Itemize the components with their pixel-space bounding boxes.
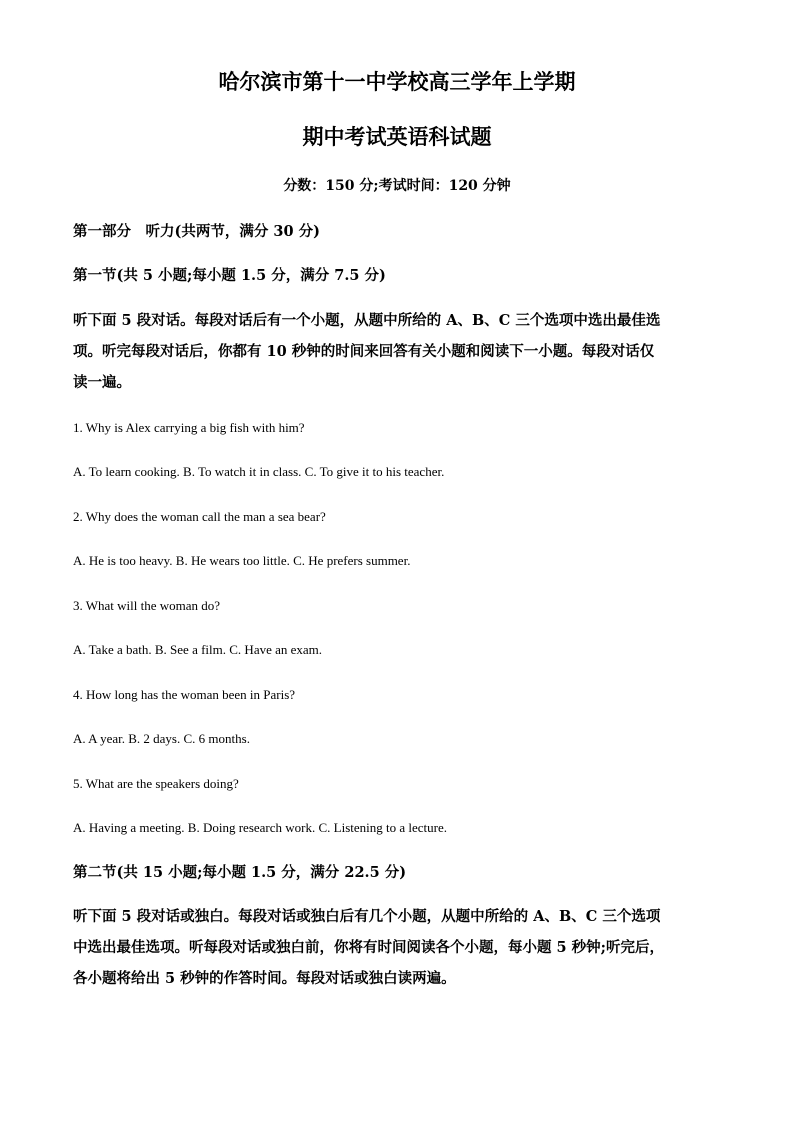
question-4-options: A. A year. B. 2 days. C. 6 months. bbox=[73, 731, 250, 746]
question-3: 3. What will the woman do? bbox=[73, 598, 221, 613]
instruction-line: 项。听完每段对话后，你都有 10 秒钟的时间来回答有关小题和阅读下一小题。每段对话仅 bbox=[73, 343, 655, 360]
instruction-line: 读一遍。 bbox=[73, 374, 131, 391]
instruction-line: 听下面 5 段对话或独白。每段对话或独白后有几个小题，从题中所给的 A、B、C 三个选项 bbox=[73, 908, 661, 925]
question-2: 2. Why does the woman call the man a sea bear? bbox=[73, 509, 326, 524]
section2-instructions bbox=[73, 906, 723, 999]
instruction-line: 中选出最佳选项。听每段对话或独白前，你将有时间阅读各个小题，每小题 5 秒钟;听完后， bbox=[73, 939, 665, 956]
question-2-options: A. He is too heavy. B. He wears too little. C. He prefers summer. bbox=[73, 553, 411, 568]
section1-instructions bbox=[73, 310, 723, 403]
question-1-options: A. To learn cooking. B. To watch it in class. C. To give it to his teacher. bbox=[73, 464, 445, 479]
question-5: 5. What are the speakers doing? bbox=[73, 776, 239, 791]
exam-title-line2: 期中考试英语科试题 bbox=[302, 124, 492, 149]
instruction-line: 各小题将给出 5 秒钟的作答时间。每段对话或独白读两遍。 bbox=[73, 970, 456, 987]
section1-heading: 第一节(共 5 小题;每小题 1.5 分，满分 7.5 分) bbox=[73, 267, 386, 284]
exam-title-line1: 哈尔滨市第十一中学校高三学年上学期 bbox=[218, 69, 576, 94]
score-time-info: 分数：150 分;考试时间：120 分钟 bbox=[283, 178, 511, 194]
question-5-options: A. Having a meeting. B. Doing research work. C. Listening to a lecture. bbox=[73, 820, 448, 835]
section2-heading: 第二节(共 15 小题;每小题 1.5 分，满分 22.5 分) bbox=[73, 864, 407, 881]
part1-heading: 第一部分 听力(共两节，满分 30 分) bbox=[73, 223, 320, 240]
question-4: 4. How long has the woman been in Paris? bbox=[73, 687, 296, 702]
question-1: 1. Why is Alex carrying a big fish with him? bbox=[73, 420, 305, 435]
instruction-line: 听下面 5 段对话。每段对话后有一个小题，从题中所给的 A、B、C 三个选项中选出最佳选 bbox=[73, 312, 661, 329]
question-3-options: A. Take a bath. B. See a film. C. Have an exam. bbox=[73, 642, 323, 657]
